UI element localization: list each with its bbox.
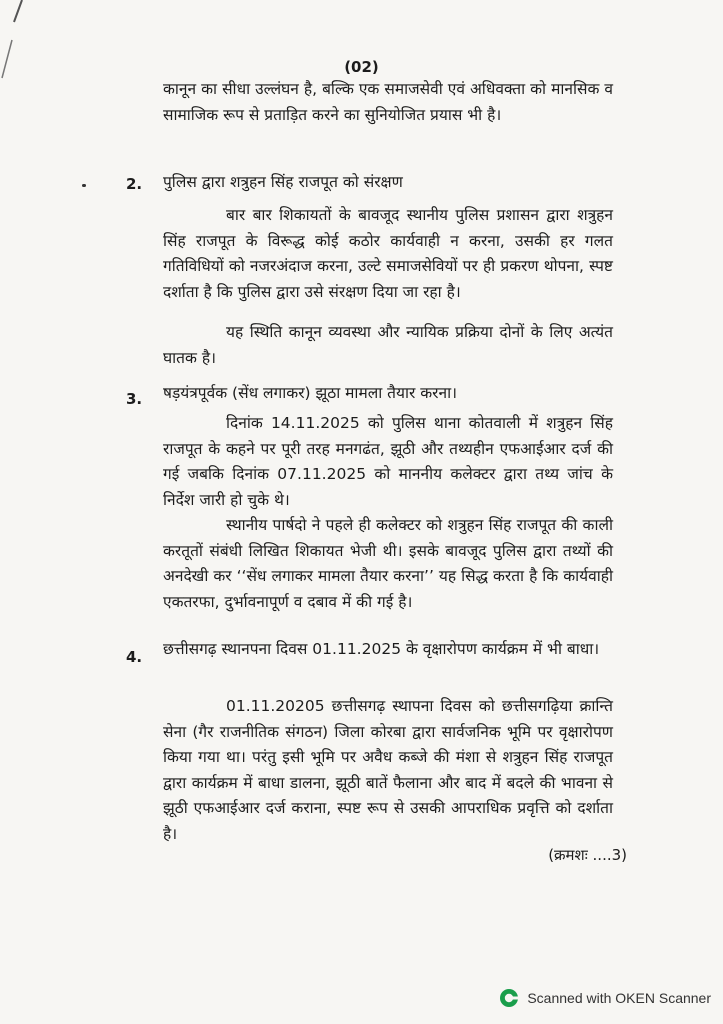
section-3-heading: षड़यंत्रपूर्वक (सेंध लगाकर) झूठा मामला तैयार करना। xyxy=(163,384,458,402)
section-2-paragraph-2: यह स्थिति कानून व्यवस्था और न्यायिक प्रक्रिया दोनों के लिए अत्यंत घातक है। xyxy=(163,323,613,367)
section-4-paragraph-1: 01.11.20205 छत्तीसगढ़ स्थापना दिवस को छत्तीसगढ़िया क्रान्ति सेना (गैर राजनीतिक संगठन) जिला कोरबा द्वारा सार्वजनिक भूमि पर वृक्षारोपण किया गया था। परंतु इसी भूमि पर अवैध कब्जे की मंशा से शत्रुहन सिंह राजपूत द्वारा कार्यक्रम में बाधा डालना, झूठी बातें फैलाना और बाद में बदले की भावना से झूठी एफआईआर दर्ज कराना, स्पष्ट रूप से उसकी आपराधिक प्रवृत्ति को दर्शाता है। xyxy=(163,697,613,843)
scanner-watermark xyxy=(499,988,711,1008)
section-2-heading: पुलिस द्वारा शत्रुहन सिंह राजपूत को संरक्षण xyxy=(163,173,403,191)
continued-marker: (क्रमशः ....3) xyxy=(548,846,627,864)
intro-paragraph: कानून का सीधा उल्लंघन है, बल्कि एक समाजसेवी एवं अधिवक्ता को मानसिक व सामाजिक रूप से प्रताड़ित करने का सुनियोजित प्रयास भी है। xyxy=(163,80,613,124)
section-4-number: 4. xyxy=(126,648,143,666)
margin-tick xyxy=(82,184,86,187)
section-2-paragraph-1: बार बार शिकायतों के बावजूद स्थानीय पुलिस प्रशासन द्वारा शत्रुहन सिंह राजपूत के विरूद्ध कोई कठोर कार्यवाही न करना, उसकी हर गलत गतिविधियों को नजरअंदाज करना, उल्टे समाजसेवियों पर ही प्रकरण थोपना, स्पष्ट दर्शाता है कि पुलिस द्वारा उसे संरक्षण दिया जा रहा है। xyxy=(163,206,613,301)
scanner-watermark-text: Scanned with OKEN Scanner xyxy=(527,990,711,1006)
section-2-number: 2. xyxy=(126,175,143,193)
section-3-paragraph-1: दिनांक 14.11.2025 को पुलिस थाना कोतवाली में शत्रुहन सिंह राजपूत के कहने पर पूरी तरह मनगढंत, झूठी और तथ्यहीन एफआईआर दर्ज की गई जबकि दिनांक 07.11.2025 को माननीय कलेक्टर द्वारा तथ्य जांच के निर्देश जारी हो चुके थे। xyxy=(163,414,613,509)
section-4-heading: छत्तीसगढ़ स्थानपना दिवस 01.11.2025 के वृक्षारोपण कार्यक्रम में भी बाधा। xyxy=(163,640,600,658)
section-3-paragraph-2: स्थानीय पार्षदो ने पहले ही कलेक्टर को शत्रुहन सिंह राजपूत की काली करतूतों संबंधी लिखित शिकायत भेजी थी। इसके बावजूद पुलिस द्वारा तथ्यों की अनदेखी कर ‘‘सेंध लगाकर मामला तैयार करना’’ यह सिद्ध करता है कि कार्यवाही एकतरफा, दुर्भावनापूर्ण व दबाव में की गई है। xyxy=(163,516,613,611)
page-number: (02) xyxy=(344,58,379,76)
oken-scanner-logo-icon xyxy=(499,988,519,1008)
section-3-number: 3. xyxy=(126,390,143,408)
